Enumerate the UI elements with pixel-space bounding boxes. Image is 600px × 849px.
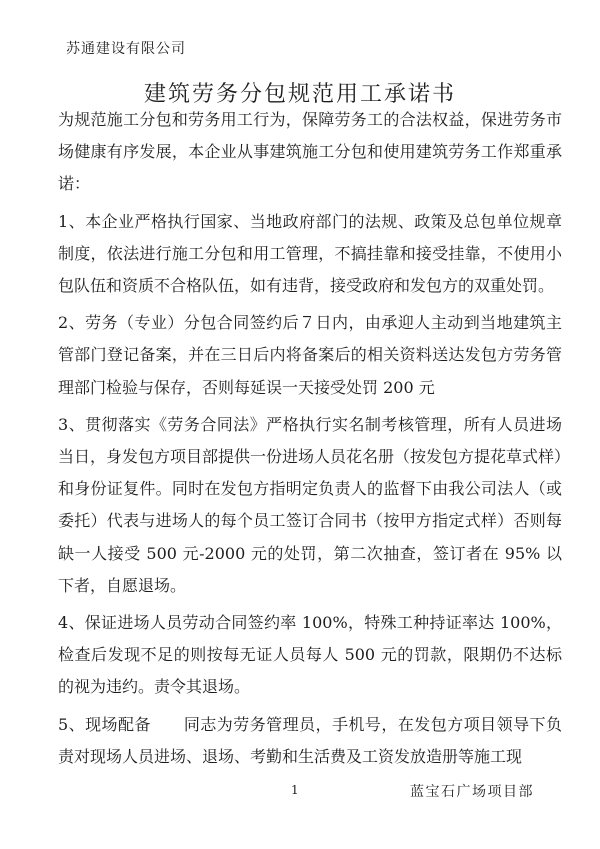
company-name: 苏通建设有限公司: [66, 41, 186, 57]
document-body: [58, 104, 562, 773]
paragraph-clause-4: 4、保证进场人员劳动合同签约率 100%，特殊工种持证率达 100%，检查后发现不足的则按每无证人员每人 500 元的罚款，限期仍不达标的视为违约。责令其退场。: [58, 613, 562, 697]
paragraph-clause-3: 3、贯彻落实《劳务合同法》严格执行实名制考核管理，所有人员进场当日，身发包方项目部提供一份进场人员花名册（按发包方提花草式样）和身份证复件。同时在发包方指明定负责人的监督下由我公司法人（或委托）代表与进场人的每个员工签订合同书（按甲方指定式样）否则每缺一人接受 500 元-2000 元的处罚，第二次抽查，签订者在 95% 以 下者，自愿退场。: [58, 414, 563, 595]
paragraph-clause-2: 2、劳务（专业）分包合同签约后７日内，由承迎人主动到当地建筑主管部门登记备案，并在三日后内将备案后的相关资料送达发包方劳务管理部门检验与保存，否则每延误一天接受处罚 200 元: [58, 313, 562, 397]
project-department: 蓝宝石广场项目部: [410, 784, 534, 800]
document-title: 建筑劳务分包规范用工承诺书: [143, 82, 456, 107]
paragraph-clause-1: 1、本企业严格执行国家、当地政府部门的法规、政策及总包单位规章制度，依法进行施工分包和用工管理，不搞挂靠和接受挂靠，不使用小包队伍和资质不合格队伍，如有违背，接受政府和发包方的双重处罚。: [58, 211, 562, 296]
paragraph-intro: 为规范施工分包和劳务用工行为，保障劳务工的合法权益，保进劳务市场健康有序发展，本企业从事建筑施工分包和使用建筑劳务工作郑重承诺：: [58, 110, 562, 194]
paragraph-clause-5: 5、现场配备 同志为劳务管理员，手机号，在发包方项目领导下负责对现场人员进场、退场、考勤和生活费及工资发放造册等施工现: [58, 714, 562, 766]
page-number: 1: [291, 783, 299, 797]
